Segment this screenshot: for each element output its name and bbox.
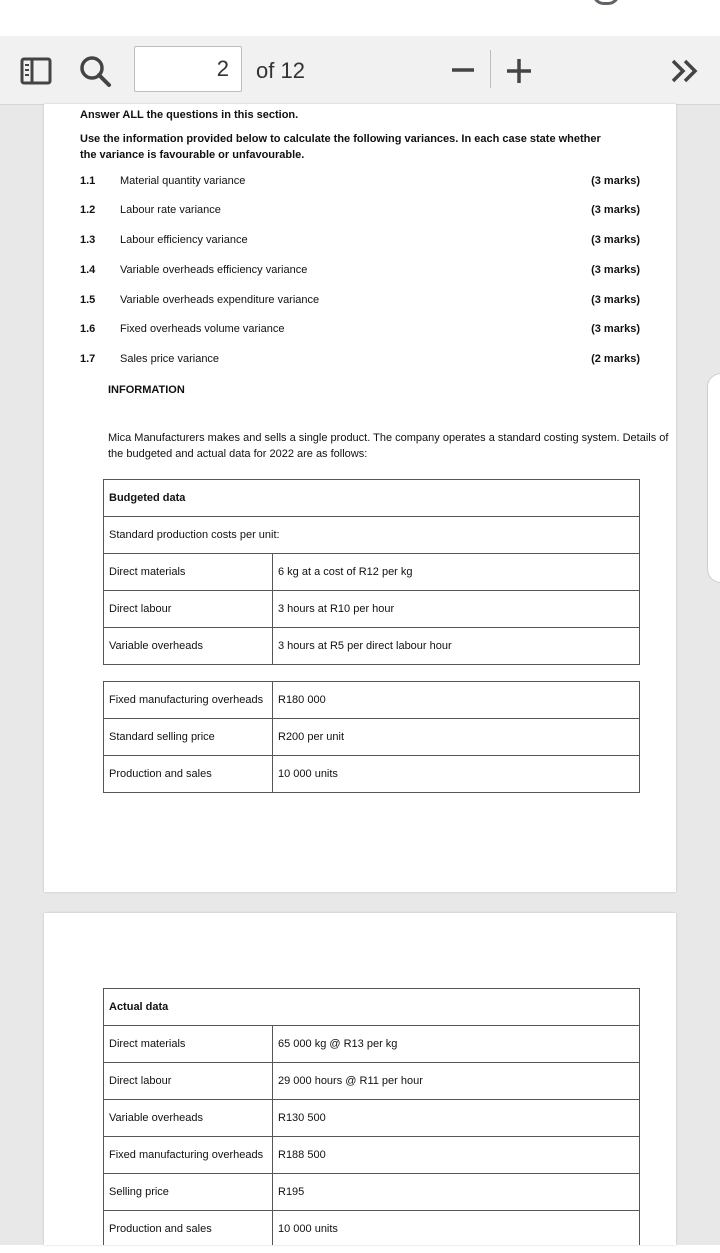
table-cell-value: 3 hours at R10 per hour: [273, 591, 640, 628]
table-cell-value: R130 500: [273, 1100, 640, 1137]
table-subheading: Standard production costs per unit:: [104, 517, 640, 554]
question-number: 1.3: [80, 234, 96, 246]
question-number: 1.2: [80, 204, 96, 216]
page-number-input[interactable]: [134, 46, 242, 92]
information-line-2: the budgeted and actual data for 2022 are as follows:: [108, 448, 368, 460]
question-marks: (3 marks): [591, 264, 640, 276]
table-row: [104, 591, 640, 628]
question-label: Variable overheads expenditure variance: [120, 294, 320, 306]
more-tools-icon[interactable]: [670, 58, 700, 84]
table-cell-label: Direct materials: [104, 554, 273, 591]
table-row: [104, 1026, 640, 1063]
zoom-out-icon[interactable]: [450, 58, 476, 82]
table-cell-label: Direct materials: [104, 1026, 273, 1063]
table-row: [104, 989, 640, 1026]
search-icon[interactable]: [78, 54, 112, 88]
table-row: [104, 756, 640, 793]
actual-data-table: [103, 988, 640, 1245]
table-cell-label: Fixed manufacturing overheads: [104, 682, 273, 719]
table-cell-value: R195: [273, 1174, 640, 1211]
question-label: Labour efficiency variance: [120, 234, 248, 246]
table-cell-label: Fixed manufacturing overheads: [104, 1137, 273, 1174]
intro-line-2: the variance is favourable or unfavourable.: [80, 149, 305, 161]
table-row: [104, 628, 640, 665]
sidebar-toggle-icon[interactable]: [20, 57, 52, 85]
table-row: [104, 1174, 640, 1211]
zoom-in-icon[interactable]: [504, 56, 534, 86]
table-cell-value: 3 hours at R5 per direct labour hour: [273, 628, 640, 665]
pdf-page-2: [44, 913, 676, 1245]
question-marks: (3 marks): [591, 175, 640, 187]
table-row: [104, 480, 640, 517]
table-cell-label: Selling price: [104, 1174, 273, 1211]
table-cell-value: 6 kg at a cost of R12 per kg: [273, 554, 640, 591]
pdf-page-1: [44, 104, 676, 892]
table-cell-label: Production and sales: [104, 756, 273, 793]
question-marks: (3 marks): [591, 234, 640, 246]
table-row: [104, 1063, 640, 1100]
table-row: [104, 682, 640, 719]
table-row: [104, 719, 640, 756]
question-number: 1.5: [80, 294, 96, 306]
instruction-text: Answer ALL the questions in this section.: [80, 109, 299, 121]
table-cell-value: R188 500: [273, 1137, 640, 1174]
budgeted-data-table: [103, 479, 640, 665]
pdf-toolbar: [0, 36, 720, 105]
table-cell-label: Variable overheads: [104, 628, 273, 665]
question-marks: (3 marks): [591, 204, 640, 216]
table-cell-label: Standard selling price: [104, 719, 273, 756]
question-number: 1.7: [80, 353, 96, 365]
table-cell-value: R180 000: [273, 682, 640, 719]
question-label: Variable overheads efficiency variance: [120, 264, 308, 276]
information-line-1: Mica Manufacturers makes and sells a single product. The company operates a standard costing system. Details of: [108, 432, 669, 444]
table-cell-value: R200 per unit: [273, 719, 640, 756]
app-top-band: [0, 0, 720, 37]
question-label: Labour rate variance: [120, 204, 221, 216]
question-number: 1.1: [80, 175, 96, 187]
side-panel-handle[interactable]: [707, 373, 720, 583]
question-label: Sales price variance: [120, 353, 220, 365]
table-row: [104, 1137, 640, 1174]
table-row: [104, 1211, 640, 1246]
intro-line-1: Use the information provided below to calculate the following variances. In each case state whether: [80, 133, 601, 145]
table-row: [104, 554, 640, 591]
question-label: Fixed overheads volume variance: [120, 323, 285, 335]
table-row: [104, 1100, 640, 1137]
table-cell-label: Direct labour: [104, 1063, 273, 1100]
budgeted-data-table-2: [103, 681, 640, 793]
table-cell-label: Variable overheads: [104, 1100, 273, 1137]
question-label: Material quantity variance: [120, 175, 246, 187]
table-heading: Budgeted data: [104, 480, 640, 517]
page-count-label: of 12: [256, 58, 305, 83]
question-number: 1.4: [80, 264, 96, 276]
table-cell-label: Production and sales: [104, 1211, 273, 1246]
toolbar-divider: [490, 50, 491, 88]
loading-indicator-icon: [592, 0, 620, 5]
table-cell-value: 10 000 units: [273, 1211, 640, 1246]
information-heading: INFORMATION: [108, 384, 185, 396]
table-heading: Actual data: [104, 989, 640, 1026]
question-number: 1.6: [80, 323, 96, 335]
table-row: [104, 517, 640, 554]
table-cell-value: 10 000 units: [273, 756, 640, 793]
question-marks: (3 marks): [591, 294, 640, 306]
table-cell-value: 65 000 kg @ R13 per kg: [273, 1026, 640, 1063]
question-marks: (2 marks): [591, 353, 640, 365]
question-marks: (3 marks): [591, 323, 640, 335]
table-cell-label: Direct labour: [104, 591, 273, 628]
table-cell-value: 29 000 hours @ R11 per hour: [273, 1063, 640, 1100]
